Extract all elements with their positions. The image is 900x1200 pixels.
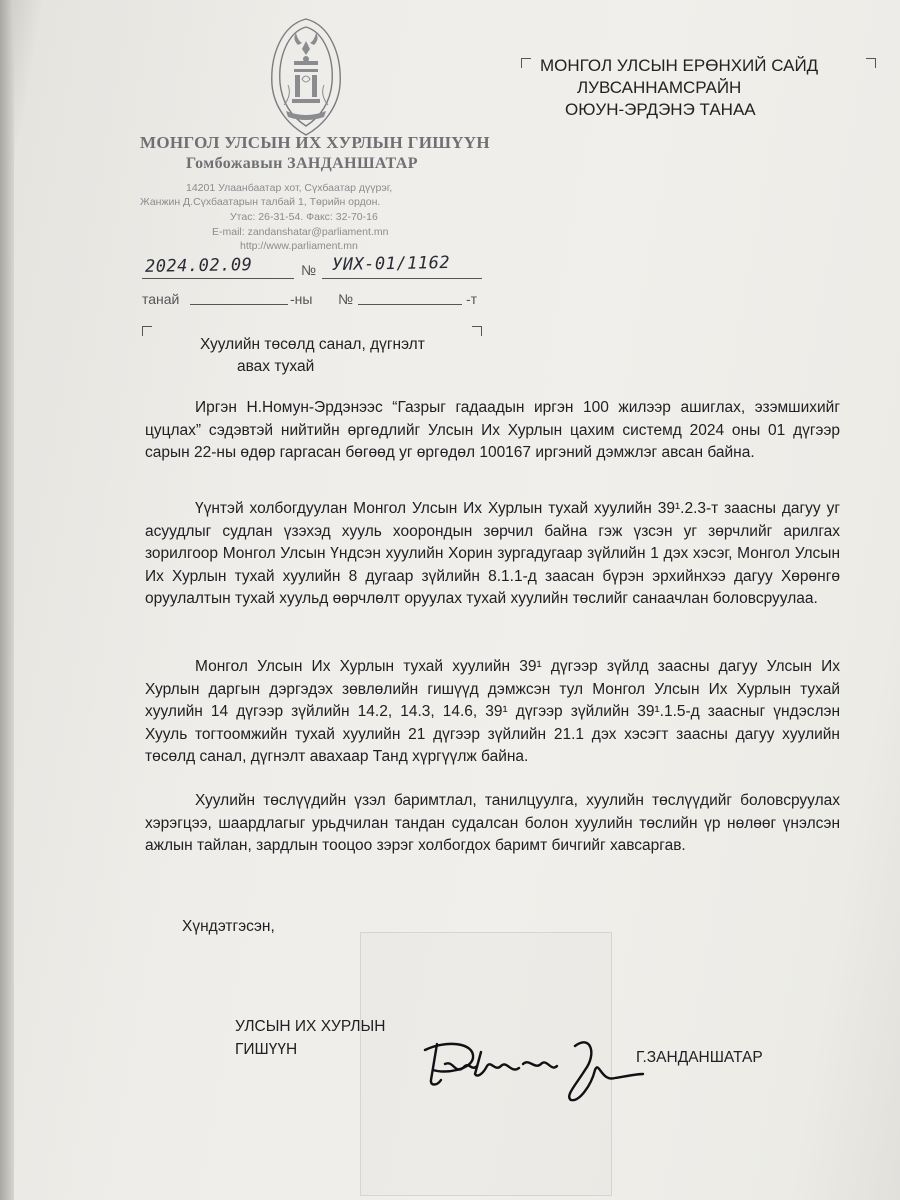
recipient-line3: ОЮУН-ЭРДЭНЭ ТАНАА bbox=[565, 100, 756, 119]
letterhead-address-line2: Жанжин Д.Сүхбаатарын талбай 1, Төрийн ордон. bbox=[140, 196, 381, 208]
subject-line1: Хуулийн төсөлд санал, дүгнэлт bbox=[200, 336, 425, 353]
letterhead-website: http://www.parliament.mn bbox=[240, 240, 358, 252]
number-underline bbox=[322, 278, 482, 279]
recipient-bracket-left bbox=[521, 58, 531, 68]
signer-name: Г.ЗАНДАНШАТАР bbox=[636, 1049, 763, 1066]
letterhead-person-name: Гомбожавын ЗАНДАНШАТАР bbox=[186, 155, 418, 172]
reply-tail: -т bbox=[466, 291, 478, 307]
body-paragraph-1: Иргэн Н.Номун-Эрдэнээс “Газрыг гадаадын иргэн 100 жилээр ашиглах, эзэмшихийг цуцлах” сэдэвтэй нийтийн өргөдлийг Улсын Их Хурлын цахим системд 2024 оны 01 дүгээр сарын 22-ны өдөр гаргасан бөгөөд уг өргөдөл 100167 иргэний дэмжлэг авсан байна. bbox=[145, 399, 840, 461]
recipient-line2: ЛУВСАННАМСРАЙН bbox=[577, 78, 742, 97]
handwritten-reference-number: УИХ-01/1162 bbox=[331, 252, 451, 276]
body-paragraph-3: Монгол Улсын Их Хурлын тухай хуулийн 39¹ дүгээр зүйлд заасны дагуу Улсын Их Хурлын даргын дэргэдэх зөвлөлийн гишүүд дэмжсэн тул Монгол Улсын Их Хурлын тухай хуулийн 14 дүгээр зүйлийн 14.2, 14.3, 14.6, 39¹ дүгээр зүйлийн 39¹.1.5-д заасныг үндэслэн Хууль тогтоомжийн тухай хуулийн 21 дүгээр зүйлийн 21.1 дэх хэсэгт заасны дагуу хуулийн төсөлд санал, дүгнэлт авахаар Танд хүргүүлж байна. bbox=[145, 658, 840, 765]
letterhead-email: E-mail: zandanshatar@parliament.mn bbox=[212, 226, 389, 238]
signer-title-line1: УЛСЫН ИХ ХУРЛЫН bbox=[235, 1018, 386, 1035]
signer-title-line2: ГИШҮҮН bbox=[235, 1041, 298, 1058]
subject-bracket-left bbox=[142, 326, 152, 336]
letterhead-address-line1: 14201 Улаанбаатар хот, Сүхбаатар дүүрэг, bbox=[186, 182, 393, 194]
date-underline bbox=[142, 278, 294, 279]
handwritten-date: 2024.02.09 bbox=[144, 255, 253, 277]
reply-number-label: № bbox=[338, 291, 354, 307]
subject-bracket-right bbox=[472, 326, 482, 336]
recipient-line1: МОНГОЛ УЛСЫН ЕРӨНХИЙ САЙД bbox=[540, 56, 819, 75]
letterhead-phone: Утас: 26-31-54. Факс: 32-70-16 bbox=[230, 211, 378, 223]
letterhead-org-name: МОНГОЛ УЛСЫН ИХ ХУРЛЫН ГИШҮҮН bbox=[140, 133, 490, 152]
subject-line2: авах тухай bbox=[237, 358, 315, 375]
body-paragraph-2: Үүнтэй холбогдуулан Монгол Улсын Их Хурлын тухай хуулийн 39¹.2.3-т заасны дагуу уг асуудлыг судлан үзэхэд хууль хоорондын зөрчил байна гэж үзсэн уг зөрчлийг арилгах зорилгоор Монгол Улсын Үндсэн хуулийн Хорин зургадугаар зүйлийн 1 дэх хэсэг, Монгол Улсын Их Хурлын тухай хуулийн 8 дугаар зүйлийн 8.1.1-д заасан бүрэн эрхийнхээ дагуу Хөрөнгө оруулалтын тухай хуульд өөрчлөлт оруулах тухай хуулийн төслийг санаачлан боловсруулаа. bbox=[145, 500, 840, 607]
state-emblem-icon bbox=[262, 15, 350, 140]
reply-number-underline bbox=[358, 304, 462, 305]
handwritten-signature bbox=[415, 1030, 645, 1105]
reply-to-label: танай bbox=[142, 291, 180, 307]
closing-salutation: Хүндэтгэсэн, bbox=[182, 918, 275, 935]
reply-date-underline bbox=[190, 304, 288, 305]
recipient-bracket-right bbox=[866, 58, 876, 68]
number-label: № bbox=[301, 262, 317, 278]
paper-edge-shadow bbox=[0, 0, 14, 1200]
body-paragraph-4: Хуулийн төслүүдийн үзэл баримтлал, танилцуулга, хуулийн төслүүдийг боловсруулах хэрэгцээ, шаардлагыг урьдчилан тандан судалсан болон хуулийн төслийн үр нөлөөг үнэлсэн ажлын тайлан, зардлын тооцоо зэрэг холбогдох баримт бичгийг хавсаргав. bbox=[145, 792, 840, 854]
reply-suffix: -ны bbox=[290, 291, 313, 307]
